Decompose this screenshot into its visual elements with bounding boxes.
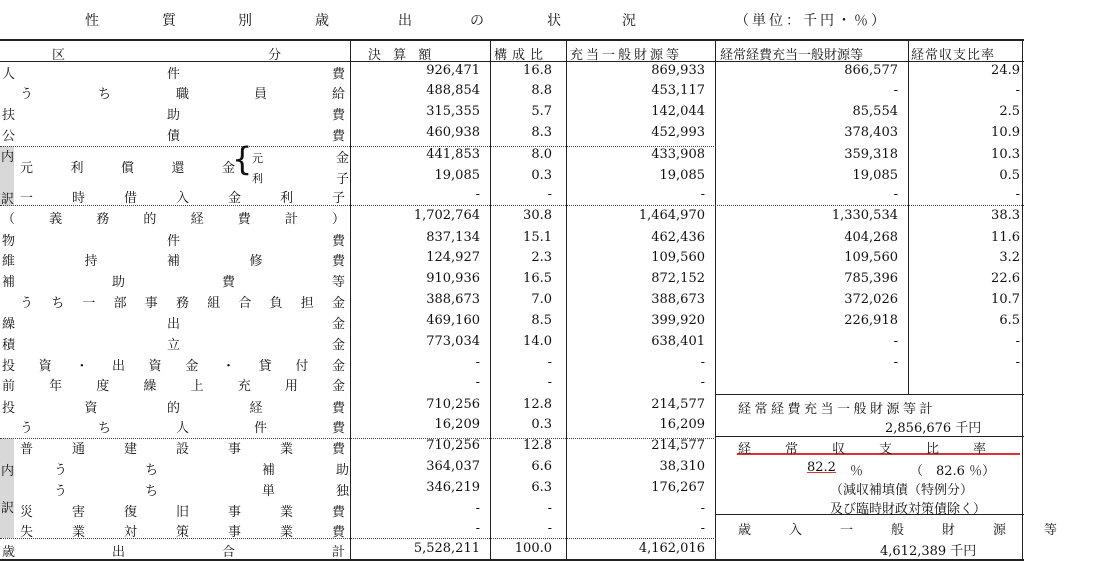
- row-label-char: 利: [280, 191, 294, 206]
- cell-v1: 124,927: [426, 250, 480, 265]
- cell-v1: -: [475, 355, 480, 370]
- row-label-char: 子: [332, 191, 346, 206]
- row-label-char: 給: [332, 87, 346, 102]
- cell-v2: 100.0: [514, 541, 552, 556]
- cell-v5: -: [1015, 83, 1020, 98]
- cell-v3: 214,577: [651, 397, 705, 412]
- cell-v1: 16,209: [434, 417, 480, 432]
- bracket-gan: 元: [252, 152, 263, 165]
- row-label-char: 充: [237, 379, 251, 394]
- row-label-char: 的: [143, 212, 157, 227]
- row-label-char: 金: [332, 359, 346, 374]
- row-label-char: 事: [144, 296, 158, 311]
- dotted-rule: [0, 205, 1024, 206]
- cell-v3: 872,152: [651, 271, 705, 286]
- row-label-char: 繰: [143, 379, 157, 394]
- cell-v2: 8.5: [531, 313, 552, 328]
- dotted-rule: [0, 146, 716, 147]
- row-label-char: 計: [284, 212, 298, 227]
- summary-rule: [715, 394, 1024, 395]
- cell-v1: 1,702,764: [413, 208, 480, 223]
- cell-v5: 38.3: [991, 208, 1020, 223]
- cell-v2: 6.3: [531, 480, 552, 495]
- row-label-char: 部: [113, 296, 127, 311]
- row-label-char: （: [2, 212, 16, 227]
- cell-v3: 38,310: [659, 459, 705, 474]
- row-label-char: う: [54, 484, 68, 499]
- row-label-char: 投: [2, 359, 16, 374]
- cell-v1: 837,134: [426, 230, 480, 245]
- cell-v1: 364,037: [426, 459, 480, 474]
- cell-v3: 1,464,970: [638, 208, 705, 223]
- row-label-char: 務: [176, 296, 190, 311]
- cell-v4: 85,554: [852, 104, 898, 119]
- ratio-title: 経常収支比率: [738, 442, 1021, 457]
- row-label-char: 用: [284, 379, 298, 394]
- row-label-char: 業: [72, 525, 86, 540]
- cell-v4: 866,577: [844, 63, 898, 78]
- row-label-char: 補: [262, 463, 276, 478]
- cell-v1: 710,256: [426, 397, 480, 412]
- row-label-char: 上: [190, 379, 204, 394]
- dotted-rule: [0, 538, 716, 539]
- cell-v5: 10.3: [991, 147, 1020, 162]
- header-top-rule: [0, 39, 1024, 41]
- row-label-char: 費: [332, 525, 346, 540]
- row-label-char: 度: [96, 379, 110, 394]
- cell-v1: -: [475, 375, 480, 390]
- recurring-total-value: 2,856,676 千円: [885, 421, 982, 436]
- cell-v3: 638,401: [651, 334, 705, 349]
- row-label-char: 業: [280, 525, 294, 540]
- row-label-char: 借: [124, 191, 138, 206]
- row-label-char: 独: [336, 484, 350, 499]
- title-char: 歳: [315, 13, 329, 29]
- row-label-char: 入: [176, 191, 190, 206]
- row-label-char: 費: [332, 108, 346, 123]
- row-label-char: ・: [222, 359, 236, 374]
- row-label-char: 債: [167, 129, 181, 144]
- cell-v4: 19,085: [852, 168, 898, 183]
- revenue-title: 歳入一般財源等: [738, 523, 1095, 538]
- dotted-rule: [0, 438, 716, 439]
- row-label-char: 費: [332, 254, 346, 269]
- row-label-char: ち: [51, 296, 65, 311]
- cell-v5: 3.2: [999, 250, 1020, 265]
- header-recurring-ratio: 経常収支比率: [911, 48, 996, 63]
- cell-v4: 226,918: [844, 313, 898, 328]
- row-label-char: 費: [237, 212, 251, 227]
- row-label-char: 一: [20, 191, 34, 206]
- row-label-char: 金: [332, 379, 346, 394]
- header-recurring-general: 経常経費充当一般財源等: [720, 48, 864, 63]
- row-label-char: 人: [2, 67, 16, 82]
- row-label-char: 件: [254, 421, 268, 436]
- row-label-char: 策: [176, 525, 190, 540]
- row-label-char: 償: [121, 161, 135, 176]
- cell-v4: 372,026: [844, 292, 898, 307]
- row-label-char: う: [20, 87, 34, 102]
- row-label-char: 災: [20, 505, 34, 520]
- cell-v2: 8.0: [531, 147, 552, 162]
- ratio-pct: ％: [850, 464, 864, 479]
- row-label-char: う: [54, 463, 68, 478]
- cell-v2: -: [547, 521, 552, 536]
- row-label-char: 一: [82, 296, 96, 311]
- col-divider: [566, 39, 567, 559]
- row-label-char: 費: [332, 129, 346, 144]
- row-label-char: 元: [20, 161, 34, 176]
- row-label-char: 積: [2, 338, 16, 353]
- cell-v5: 11.6: [991, 230, 1020, 245]
- brace-icon: {: [232, 140, 253, 178]
- row-label-char: 事: [228, 525, 242, 540]
- row-label-char: ち: [98, 421, 112, 436]
- cell-v2: -: [547, 501, 552, 516]
- row-label-char: 失: [20, 525, 34, 540]
- row-label-char: 費: [332, 442, 346, 457]
- row-label-char: 歳: [2, 545, 16, 560]
- row-label-char: 経: [190, 212, 204, 227]
- cell-v4: -: [893, 83, 898, 98]
- cell-v4: 1,330,534: [831, 208, 898, 223]
- row-label-char: ち: [145, 484, 159, 499]
- cell-v3: 16,209: [659, 417, 705, 432]
- cell-v2: 5.7: [531, 104, 552, 119]
- cell-v1: 460,938: [426, 125, 480, 140]
- cell-v3: -: [700, 521, 705, 536]
- unit-label: （単位：千円・％）: [735, 13, 888, 29]
- cell-v1: 469,160: [426, 313, 480, 328]
- row-label-char: 合: [222, 545, 236, 560]
- cell-v2: 30.8: [523, 208, 552, 223]
- cell-v1: 346,219: [426, 480, 480, 495]
- header-ratio: 構成比: [494, 48, 549, 63]
- row-label-char: 維: [2, 254, 16, 269]
- cell-v2: 7.0: [531, 292, 552, 307]
- cell-v1: -: [475, 521, 480, 536]
- row-label-char: 利: [70, 161, 84, 176]
- cell-v3: 4,162,016: [638, 541, 705, 556]
- cell-v2: 0.3: [531, 417, 552, 432]
- cell-v2: 12.8: [523, 438, 552, 453]
- row-label-char: 還: [171, 161, 185, 176]
- side-label-uchi: 内: [1, 150, 15, 165]
- header-settlement: 決 算 額: [368, 48, 436, 63]
- row-label-char: 務: [96, 212, 110, 227]
- cell-v1: 315,355: [426, 104, 480, 119]
- title-char: 別: [238, 13, 252, 29]
- cell-v1: 710,256: [426, 438, 480, 453]
- shade-box-2: [0, 438, 14, 538]
- row-label-char: 出: [167, 317, 181, 332]
- title-char: の: [470, 13, 484, 29]
- row-label-char: 補: [2, 275, 16, 290]
- cell-v4: -: [893, 187, 898, 202]
- row-label-char: 員: [254, 87, 268, 102]
- ratio-value: 82.2: [807, 460, 836, 475]
- cell-v2: -: [547, 375, 552, 390]
- row-label-char: 経: [249, 401, 263, 416]
- row-label-char: ち: [145, 463, 159, 478]
- row-label-char: 資: [38, 359, 52, 374]
- row-label-char: 組: [207, 296, 221, 311]
- row-label-char: ち: [98, 87, 112, 102]
- row-label-char: う: [20, 421, 34, 436]
- row-label-char: 費: [332, 505, 346, 520]
- row-label-char: 立: [167, 338, 181, 353]
- bracket-ri: 利: [252, 172, 263, 185]
- row-label-char: 補: [167, 254, 181, 269]
- row-label-char: 年: [49, 379, 63, 394]
- cell-v1: -: [475, 501, 480, 516]
- cell-v1: 5,528,211: [413, 541, 480, 556]
- row-label-char: 事: [228, 442, 242, 457]
- row-label-char: 対: [124, 525, 138, 540]
- cell-v5: 6.5: [999, 313, 1020, 328]
- title-char: 出: [398, 13, 412, 29]
- row-label-char: 繰: [2, 317, 16, 332]
- cell-v1: 773,034: [426, 334, 480, 349]
- cell-v2: 15.1: [523, 230, 552, 245]
- cell-v5: 10.9: [991, 125, 1020, 140]
- cell-v5: 0.5: [999, 168, 1020, 183]
- row-label-char: 業: [280, 442, 294, 457]
- cell-v3: -: [700, 355, 705, 370]
- cell-v1: -: [475, 187, 480, 202]
- side-label-wake: 訳: [1, 501, 15, 516]
- row-label-char: 前: [2, 379, 16, 394]
- row-label-char: 計: [332, 545, 346, 560]
- cell-v5: 10.7: [991, 292, 1020, 307]
- row-label-char: 設: [176, 442, 190, 457]
- cell-v1: 388,673: [426, 292, 480, 307]
- cell-v1: 926,471: [426, 63, 480, 78]
- cell-v2: 12.8: [523, 397, 552, 412]
- row-label-char: 金: [332, 296, 346, 311]
- cell-v1: 441,853: [426, 147, 480, 162]
- cell-v2: 8.3: [531, 125, 552, 140]
- col-divider: [908, 39, 909, 394]
- cell-v3: 176,267: [651, 480, 705, 495]
- col-divider: [715, 39, 716, 559]
- row-label-char: 時: [72, 191, 86, 206]
- row-label-char: 持: [84, 254, 98, 269]
- cell-v1: 488,854: [426, 83, 480, 98]
- row-label-char: う: [20, 296, 34, 311]
- row-label-char: 子: [336, 172, 350, 187]
- row-label-char: 職: [176, 87, 190, 102]
- row-label-char: 助: [336, 463, 350, 478]
- cell-v1: 910,936: [426, 271, 480, 286]
- cell-v2: 2.3: [531, 250, 552, 265]
- row-label-char: 費: [332, 234, 346, 249]
- row-label-char: 復: [124, 505, 138, 520]
- row-label-char: 物: [2, 234, 16, 249]
- row-label-char: 金: [336, 151, 350, 166]
- cell-v3: 109,560: [651, 250, 705, 265]
- cell-v2: 16.8: [523, 63, 552, 78]
- title-char: 性: [85, 13, 99, 29]
- cell-v4: 404,268: [844, 230, 898, 245]
- cell-v3: -: [700, 375, 705, 390]
- row-label-char: 負: [269, 296, 283, 311]
- cell-v3: 452,993: [651, 125, 705, 140]
- row-label-char: 費: [222, 275, 236, 290]
- cell-v2: -: [547, 187, 552, 202]
- row-label-char: 貸: [258, 359, 272, 374]
- cell-v4: 359,318: [844, 147, 898, 162]
- cell-v2: 16.5: [523, 271, 552, 286]
- cell-v5: -: [1015, 355, 1020, 370]
- revenue-value: 4,612,389 千円: [880, 544, 977, 559]
- title-char: 質: [162, 13, 176, 29]
- row-label-char: 合: [238, 296, 252, 311]
- title-char: 状: [547, 13, 561, 29]
- row-label-char: 扶: [2, 108, 16, 123]
- cell-v2: 6.6: [531, 459, 552, 474]
- row-label-char: 等: [332, 275, 346, 290]
- cell-v2: 14.0: [523, 334, 552, 349]
- row-label-char: 義: [49, 212, 63, 227]
- ratio-note-1: （減収補填債（特例分）: [830, 483, 974, 498]
- row-label-char: 修: [249, 254, 263, 269]
- header-category-1: 区: [52, 48, 66, 63]
- cell-v3: 462,436: [651, 230, 705, 245]
- row-label-char: 金: [332, 317, 346, 332]
- row-label-char: 単: [262, 484, 276, 499]
- cell-v2: 8.8: [531, 83, 552, 98]
- cell-v5: 22.6: [991, 271, 1020, 286]
- cell-v4: -: [893, 355, 898, 370]
- row-label-char: 資: [148, 359, 162, 374]
- row-label-char: 害: [72, 505, 86, 520]
- cell-v5: 2.5: [999, 104, 1020, 119]
- side-label-wake: 訳: [1, 192, 15, 207]
- col-divider: [1022, 39, 1023, 559]
- row-label-char: 費: [332, 421, 346, 436]
- ratio-previous: （ 82.6 ％）: [910, 464, 996, 479]
- row-label-char: 金: [185, 359, 199, 374]
- cell-v4: 378,403: [844, 125, 898, 140]
- summary-rule: [715, 436, 1024, 437]
- row-label-char: 建: [124, 442, 138, 457]
- row-label-char: 金: [228, 191, 242, 206]
- header-general-fund: 充当一般財源等: [570, 48, 683, 63]
- cell-v4: 109,560: [844, 250, 898, 265]
- row-label-char: 業: [280, 505, 294, 520]
- side-label-uchi: 内: [1, 464, 15, 479]
- cell-v5: -: [1015, 334, 1020, 349]
- row-label-char: 件: [167, 67, 181, 82]
- title-char: 況: [622, 13, 636, 29]
- cell-v3: 433,908: [651, 147, 705, 162]
- row-label-char: 的: [167, 401, 181, 416]
- row-label-char: ）: [332, 212, 346, 227]
- recurring-total-title: 経常経費充当一般財源等計: [738, 402, 937, 417]
- col-divider: [490, 39, 491, 559]
- cell-v5: 24.9: [991, 63, 1020, 78]
- cell-v2: 0.3: [531, 168, 552, 183]
- cell-v3: 19,085: [659, 168, 705, 183]
- row-label-char: 付: [295, 359, 309, 374]
- cell-v5: -: [1015, 187, 1020, 202]
- row-label-char: 人: [176, 421, 190, 436]
- row-label-char: 普: [20, 442, 34, 457]
- row-label-char: ・: [75, 359, 89, 374]
- row-label-char: 助: [167, 108, 181, 123]
- row-label-char: 件: [167, 234, 181, 249]
- row-label-char: 投: [2, 401, 16, 416]
- cell-v1: 19,085: [434, 168, 480, 183]
- header-category-2: 分: [268, 48, 282, 63]
- row-label-char: 費: [332, 67, 346, 82]
- row-label-char: 旧: [176, 505, 190, 520]
- cell-v3: 399,920: [651, 313, 705, 328]
- row-label-char: 金: [222, 161, 236, 176]
- row-label-char: 金: [332, 338, 346, 353]
- cell-v3: 453,117: [651, 83, 705, 98]
- cell-v4: 785,396: [844, 271, 898, 286]
- cell-v3: 142,044: [651, 104, 705, 119]
- row-label-char: 出: [112, 359, 126, 374]
- cell-v4: -: [893, 334, 898, 349]
- row-label-char: 費: [332, 401, 346, 416]
- ratio-note-2: 及び臨時財政対策債除く）: [830, 502, 987, 517]
- cell-v3: -: [700, 187, 705, 202]
- row-label-char: 資: [84, 401, 98, 416]
- row-label-char: 担: [300, 296, 314, 311]
- col-divider: [350, 39, 351, 559]
- row-label-char: 事: [228, 505, 242, 520]
- row-label-char: 出: [112, 545, 126, 560]
- row-label-char: 助: [112, 275, 126, 290]
- cell-v3: 869,933: [651, 63, 705, 78]
- cell-v3: 214,577: [651, 438, 705, 453]
- cell-v3: -: [700, 501, 705, 516]
- row-label-char: 公: [2, 129, 16, 144]
- cell-v3: 388,673: [651, 292, 705, 307]
- cell-v2: -: [547, 355, 552, 370]
- row-label-char: 通: [72, 442, 86, 457]
